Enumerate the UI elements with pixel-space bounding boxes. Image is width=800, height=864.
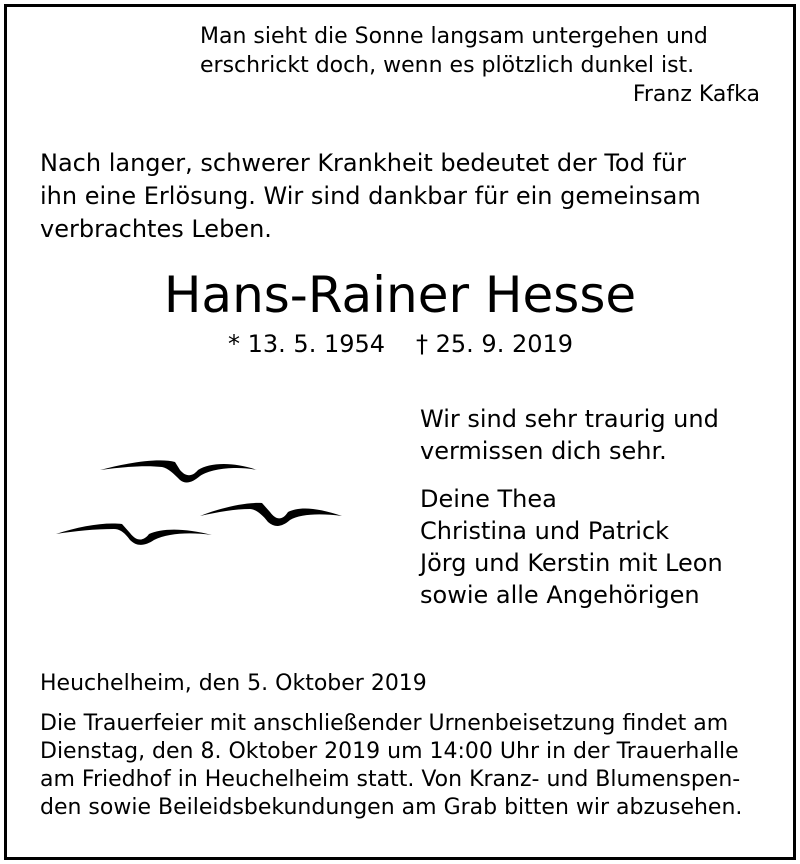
intro-line: ihn eine Erlösung. Wir sind dankbar für ein gemeinsam bbox=[40, 182, 701, 210]
notice-line: Dienstag, den 8. Oktober 2019 um 14:00 Uhr in der Trauerhalle bbox=[40, 739, 739, 764]
mourner-line: sowie alle Angehörigen bbox=[420, 581, 700, 609]
death-date: † 25. 9. 2019 bbox=[416, 330, 574, 358]
intro-line: Nach langer, schwerer Krankheit bedeutet der Tod für bbox=[40, 149, 686, 177]
birth-date: * 13. 5. 1954 bbox=[228, 330, 386, 358]
flying-birds-icon bbox=[50, 440, 350, 560]
deceased-name: Hans-Rainer Hesse bbox=[163, 266, 637, 324]
mourner-line: Jörg und Kerstin mit Leon bbox=[420, 549, 723, 577]
closing-text bbox=[420, 403, 719, 467]
intro-text bbox=[40, 147, 762, 246]
mourners-list bbox=[420, 483, 723, 611]
bird-shape bbox=[56, 523, 212, 544]
quote-line: Man sieht die Sonne langsam untergehen und bbox=[200, 24, 708, 49]
funeral-notice bbox=[40, 710, 762, 822]
mourner-line: Deine Thea bbox=[420, 485, 557, 513]
bird-shape bbox=[200, 503, 342, 526]
notice-line: den sowie Beileidsbekundungen am Grab bitten wir abzusehen. bbox=[40, 795, 743, 820]
quote-block bbox=[200, 22, 760, 109]
intro-line: verbrachtes Leben. bbox=[40, 215, 272, 243]
place-and-date: Heuchelheim, den 5. Oktober 2019 bbox=[40, 671, 427, 696]
closing-line: vermissen dich sehr. bbox=[420, 437, 667, 465]
quote-line: erschrickt doch, wenn es plötzlich dunkel ist. bbox=[200, 53, 695, 78]
bird-shape bbox=[100, 460, 257, 482]
closing-line: Wir sind sehr traurig und bbox=[420, 405, 719, 433]
notice-line: Die Trauerfeier mit anschließender Urnenbeisetzung findet am bbox=[40, 711, 729, 736]
notice-line: am Friedhof in Heuchelheim statt. Von Kranz- und Blumenspen- bbox=[40, 767, 741, 792]
mourner-line: Christina und Patrick bbox=[420, 517, 670, 545]
quote-author: Franz Kafka bbox=[632, 82, 760, 107]
